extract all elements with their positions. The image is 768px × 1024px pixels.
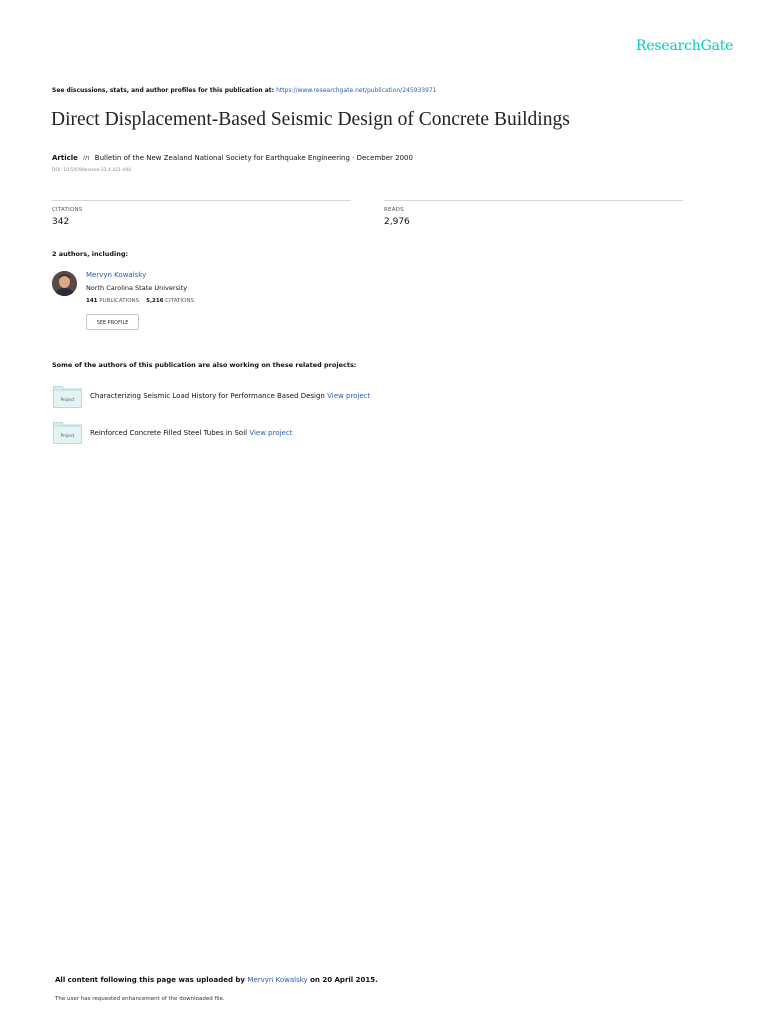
author-publications-label: PUBLICATIONS: [99, 298, 140, 304]
reads-label: READS: [384, 207, 404, 213]
reads-divider: [384, 200, 683, 201]
related-projects-heading: Some of the authors of this publication are also working on these related projects:: [52, 361, 357, 369]
uploader-link[interactable]: Mervyn Kowalsky: [247, 976, 308, 984]
project-folder-icon[interactable]: [53, 422, 82, 444]
uploaded-suffix: on 20 April 2015.: [310, 976, 378, 984]
citations-value: 342: [52, 217, 70, 227]
author-citations-label: CITATIONS: [165, 298, 194, 304]
project-icon-label: Project: [60, 397, 75, 402]
uploaded-prefix: All content following this page was uploaded by: [55, 976, 245, 984]
folder-icon: [53, 386, 82, 408]
publication-type: Article: [52, 154, 78, 162]
author-institution: North Carolina State University: [86, 284, 188, 292]
author-name-link[interactable]: Mervyn Kowalsky: [86, 271, 147, 279]
publication-doi: DOI: 10.5459/bnzsee.33.4.421-444: [52, 168, 132, 173]
author-avatar[interactable]: [52, 271, 77, 296]
view-project-link[interactable]: View project: [327, 392, 371, 400]
citations-label: CITATIONS: [52, 207, 83, 213]
enhancement-note: The user has requested enhancement of the downloaded file.: [55, 996, 225, 1002]
see-discussions-line: [52, 87, 437, 94]
see-discussions-text: See discussions, stats, and author profiles for this publication at:: [52, 87, 275, 94]
project-title: Characterizing Seismic Load History for Performance Based Design: [90, 392, 325, 400]
project-icon-label: Project: [60, 433, 75, 438]
avatar-photo-icon: [52, 271, 77, 296]
project-folder-icon[interactable]: [53, 386, 82, 408]
project-title: Reinforced Concrete Filled Steel Tubes in Soil: [90, 429, 248, 437]
researchgate-logo[interactable]: ResearchGate: [636, 38, 734, 54]
publication-meta: [52, 154, 413, 162]
publication-venue: Bulletin of the New Zealand National Society for Earthquake Engineering · December 2000: [94, 154, 413, 162]
author-stats: [86, 298, 194, 304]
publication-in: in: [83, 154, 90, 162]
publication-url-link[interactable]: https://www.researchgate.net/publication/245933971: [276, 87, 437, 94]
author-publications-count: 141: [86, 298, 98, 304]
citations-divider: [52, 200, 351, 201]
view-project-link[interactable]: View project: [249, 429, 293, 437]
publication-title: Direct Displacement-Based Seismic Design of Concrete Buildings: [51, 109, 570, 130]
reads-value: 2,976: [384, 217, 410, 227]
author-citations-count: 5,216: [146, 298, 164, 304]
see-profile-button[interactable]: SEE PROFILE: [86, 314, 139, 330]
uploaded-by-line: [55, 976, 378, 984]
project-item: [90, 429, 292, 437]
project-item: [90, 392, 370, 400]
authors-heading: 2 authors, including:: [52, 250, 129, 258]
folder-icon: [53, 422, 82, 444]
